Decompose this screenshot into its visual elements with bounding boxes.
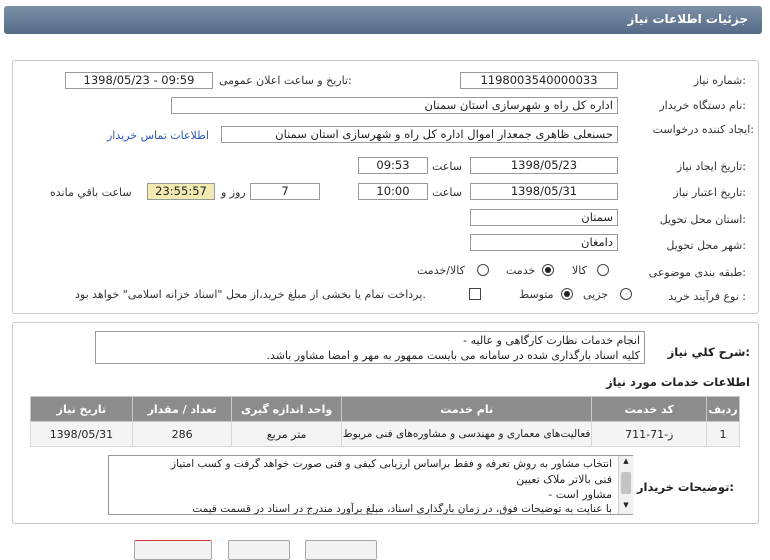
summary-label: شرح کلي نياز: — [667, 345, 750, 359]
action-button-3[interactable] — [305, 540, 377, 560]
creator-label: ایجاد کننده درخواست: — [652, 123, 754, 136]
treasury-payment-checkbox[interactable] — [469, 288, 481, 300]
process-option-medium-label: متوسط — [519, 288, 554, 301]
window-title-bar — [4, 6, 762, 34]
process-option-minor-label: جزیی — [583, 288, 609, 301]
buyer-org-field[interactable]: اداره کل راه و شهرسازی استان سمنان — [171, 97, 618, 114]
created-time-label: ساعت — [432, 160, 462, 173]
buyer-notes-line-4: با عنایت به توضیحات فوق، در زمان بارگذاری اسناد، مبلغ برآورد مندرج در اسناد در قسمت قیمت — [192, 503, 612, 515]
announce-date-label: تاریخ و ساعت اعلان عمومی: — [219, 74, 352, 87]
category-option-both-radio[interactable] — [477, 264, 489, 276]
created-time-field[interactable]: 09:53 — [358, 157, 428, 174]
col-unit: واحد اندازه گیری — [232, 397, 342, 422]
creator-field[interactable]: حسنعلی ظاهری جمعدار اموال اداره کل راه و شهرسازی استان سمنان — [221, 126, 618, 143]
need-number-field[interactable]: 1198003540000033 — [460, 72, 618, 89]
days-label: روز و — [221, 186, 246, 199]
cell-need-date: 1398/05/31 — [31, 422, 133, 447]
created-date-field[interactable]: 1398/05/23 — [470, 157, 618, 174]
cell-quantity: 286 — [132, 422, 232, 447]
action-button-1[interactable] — [134, 540, 212, 560]
buyer-notes-field[interactable] — [108, 455, 633, 515]
summary-line-2: کلیه اسناد بارگذاری شده در سامانه می بایست ممهور به مهر و امضا مشاور باشد. — [266, 349, 640, 362]
deadline-date-field[interactable]: 1398/05/31 — [470, 183, 618, 200]
services-table — [30, 396, 740, 447]
category-option-service-radio[interactable] — [542, 264, 554, 276]
col-service-code: کد خدمت — [592, 397, 707, 422]
scroll-down-icon[interactable]: ▼ — [623, 501, 629, 509]
cell-service-code: ز-71-711 — [592, 422, 707, 447]
col-service-name: نام خدمت — [341, 397, 592, 422]
need-number-label: شماره نیاز: — [693, 74, 746, 87]
created-date-label: تاریخ ایجاد نیاز: — [676, 160, 746, 173]
buyer-contact-link[interactable]: اطلاعات تماس خریدار — [107, 129, 209, 142]
city-label: شهر محل تحویل: — [666, 239, 746, 252]
col-row-number: ردیف — [707, 397, 740, 422]
summary-field — [95, 331, 645, 364]
province-label: استان محل تحویل: — [659, 213, 746, 226]
buyer-org-label: نام دستگاه خریدار: — [659, 99, 746, 112]
announce-date-field[interactable]: 1398/05/23 - 09:59 — [65, 72, 213, 89]
process-label: نوع فرآیند خرید : — [668, 290, 746, 303]
category-option-service-label: خدمت — [506, 264, 536, 277]
buyer-notes-scrollbar[interactable] — [618, 456, 633, 514]
process-option-medium-radio[interactable] — [561, 288, 573, 300]
scroll-up-icon[interactable]: ▲ — [623, 457, 629, 465]
remaining-time-field: 23:55:57 — [147, 183, 215, 200]
scroll-thumb[interactable] — [621, 472, 631, 494]
cell-row-number: 1 — [707, 422, 740, 447]
remaining-label: ساعت باقي مانده — [50, 186, 132, 199]
buyer-notes-line-2: فنی بالاتر ملاک تعیین — [516, 473, 612, 486]
cell-unit: متر مربع — [232, 422, 342, 447]
buyer-notes-line-1: انتخاب مشاور به روش تعرفه و فقط براساس ارزیابی کیفی و فنی صورت خواهد گرفت و کسب امتیاز — [171, 458, 612, 470]
city-field[interactable]: دامغان — [470, 234, 618, 251]
category-label: طبقه بندی موضوعی: — [648, 266, 746, 279]
services-header-row — [31, 397, 740, 422]
action-button-2[interactable] — [228, 540, 290, 560]
category-option-goods-label: کالا — [572, 264, 587, 277]
remaining-days-field: 7 — [250, 183, 320, 200]
window-title: جزئیات اطلاعات نیاز — [627, 12, 748, 26]
cell-service-name: فعالیت‌های معماری و مهندسی و مشاوره‌های فنی مربوط — [341, 422, 592, 447]
category-option-both-label: کالا/خدمت — [417, 264, 465, 277]
province-field[interactable]: سمنان — [470, 209, 618, 226]
category-option-goods-radio[interactable] — [597, 264, 609, 276]
process-option-minor-radio[interactable] — [620, 288, 632, 300]
col-need-date: تاریخ نیاز — [31, 397, 133, 422]
buyer-notes-line-3: مشاور است - — [548, 488, 612, 501]
treasury-payment-note: پرداخت تمام یا بخشی از مبلغ خرید،از محل "اسناد خزانه اسلامی" خواهد بود. — [75, 288, 426, 301]
deadline-date-label: تاریخ اعتبار نیاز: — [673, 186, 746, 199]
table-row — [31, 422, 740, 447]
buyer-notes-label: توضیحات خریدار: — [636, 480, 734, 494]
services-title: اطلاعات خدمات مورد نیاز — [606, 375, 750, 389]
deadline-time-field[interactable]: 10:00 — [358, 183, 428, 200]
summary-line-1: انجام خدمات نظارت کارگاهی و عالیه - — [463, 334, 640, 347]
col-quantity: تعداد / مقدار — [132, 397, 232, 422]
deadline-time-label: ساعت — [432, 186, 462, 199]
